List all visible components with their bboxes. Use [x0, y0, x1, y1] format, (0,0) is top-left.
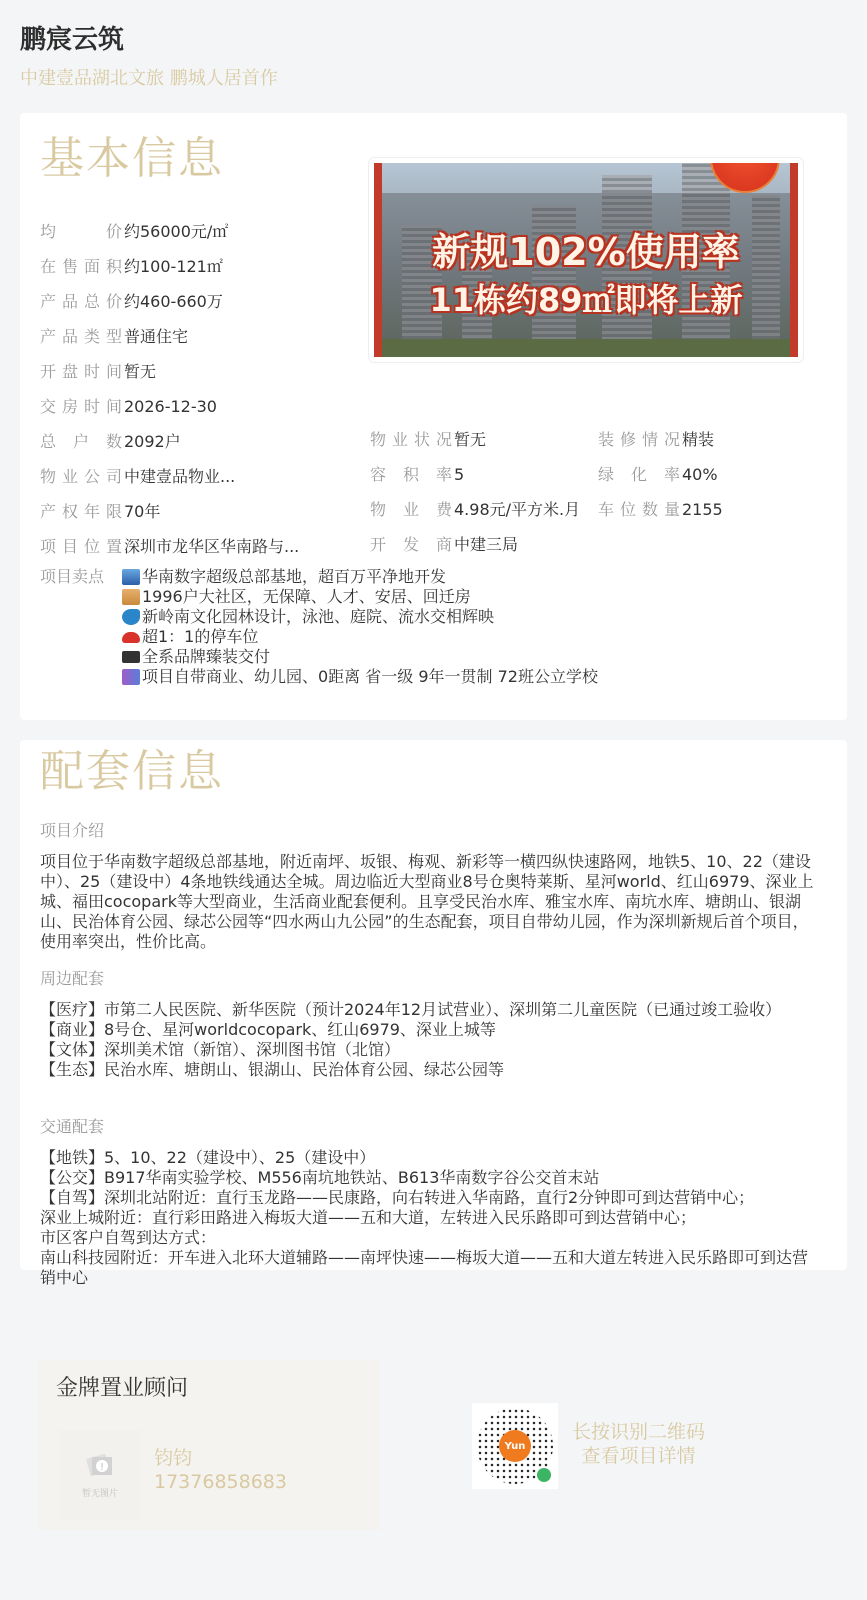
promo-banner[interactable] [368, 157, 804, 363]
laptop-icon [122, 651, 140, 663]
info-label: 绿 化 率 [598, 465, 680, 484]
project-subtitle: 中建壹品湖北文旅 鹏城人居首作 [20, 68, 278, 89]
promo-headline: 新规102%使用率 [432, 230, 740, 274]
promo-image [374, 163, 798, 357]
info-row-decoration [598, 429, 714, 451]
info-value: 精装 [682, 430, 715, 449]
info-label: 开 发 商 [370, 535, 452, 554]
info-value[interactable]: 中建壹品物业... [124, 467, 236, 486]
info-row-product-type [40, 326, 188, 348]
selling-points-label: 项目卖点 [40, 567, 105, 586]
info-value: 中建三局 [454, 535, 519, 554]
intro-heading: 项目介绍 [40, 821, 105, 840]
info-row-green-ratio [598, 464, 718, 486]
svg-text:!: ! [99, 1461, 105, 1473]
info-row-property-company [40, 466, 235, 488]
project-title: 鹏宸云筑 [20, 25, 125, 55]
info-row-location [40, 536, 299, 558]
list-item: 超1：1的停车位 [122, 627, 598, 647]
list-item: 项目自带商业、幼儿园、0距离 省一级 9年一贯制 72班公立学校 [122, 667, 598, 687]
info-label: 开盘时间 [40, 362, 122, 381]
traffic-text: 【地铁】5、10、22（建设中）、25（建设中） 【公交】B917华南实验学校、M556南坑地铁站、B613华南数字谷公交首末站 【自驾】深圳北站附近：直行玉龙路——民康路，向右转进入华南路，直行2分钟即可到达营销中心； 深业上城附近：直行彩田路进入梅坂大道——五和大道，左转进入民乐路即可到达营销中心； 市区客户自驾到达方式： 南山科技园附近：开车进入北环大道辅路——南坪快速——梅坂大道——五和大道左转进入民乐路即可到达营销中心 [40, 1148, 809, 1287]
info-value: 约56000元/㎡ [124, 222, 229, 241]
qr-caption: 长按识别二维码 查看项目详情 [572, 1421, 706, 1467]
cityscape-icon [122, 569, 140, 585]
qr-code[interactable] [472, 1403, 558, 1489]
no-image-icon [84, 1452, 116, 1480]
section-title-basic: 基本信息 [40, 133, 224, 184]
info-label: 均 价 [40, 222, 122, 241]
car-icon [122, 632, 140, 643]
info-row-opening-date [40, 361, 156, 383]
info-value: 4.98元/平方米.月 [454, 500, 581, 519]
selling-points-list [122, 567, 598, 687]
info-row-plot-ratio [370, 464, 464, 486]
brand-logo-icon: Yun [499, 1430, 531, 1462]
info-value: 普通住宅 [124, 327, 189, 346]
list-item: 新岭南文化园林设计，泳池、庭院、流水交相辉映 [122, 607, 598, 627]
promo-subline: 11栋约89㎡即将上新 [429, 281, 743, 319]
surrounding-heading: 周边配套 [40, 969, 105, 988]
info-row-tenure [40, 501, 160, 523]
info-row-property-status [370, 429, 486, 451]
info-label: 总 户 数 [40, 432, 122, 451]
info-value: 40% [682, 465, 718, 484]
info-row-developer [370, 534, 518, 556]
info-value: 约460-660万 [124, 292, 223, 311]
mini-program-icon [537, 1468, 551, 1482]
consultant-name: 钧钧 [154, 1447, 193, 1469]
info-row-area [40, 256, 223, 278]
info-label: 车位数量 [598, 500, 680, 519]
info-value: 2155 [682, 500, 723, 519]
section-title-support: 配套信息 [40, 746, 224, 797]
surrounding-text: 【医疗】市第二人民医院、新华医院（预计2024年12月试营业）、深圳第二儿童医院（已通过竣工验收） 【商业】8号仓、星河worldcocopark、红山6979、深业上城等 【文体】深圳美术馆（新馆）、深圳图书馆（北馆） 【生态】民治水库、塘朗山、银湖山、民治体育公园、绿芯公园等 [40, 1000, 782, 1079]
info-value: 约100-121㎡ [124, 257, 223, 276]
info-row-parking [598, 499, 723, 521]
consultant-phone[interactable]: 17376858683 [154, 1471, 287, 1493]
intro-text: 项目位于华南数字超级总部基地，附近南坪、坂银、梅观、新彩等一横四纵快速路网，地铁5、10、22（建设中）、25（建设中）4条地铁线通达全城。周边临近大型商业8号仓奥特莱斯、星河world、红山6979、深业上城、福田cocopark等大型商业，生活商业配套便利。且享受民治水库、雅宝水库、南坑水库、塘朗山、银湖山、民治体育公园、绿芯公园等“四水两山九公园”的生态配套，项目自带幼儿园，作为深圳新规后首个项目，使用率突出，性价比高。 [40, 852, 814, 951]
avatar [60, 1430, 140, 1520]
support-info-card [20, 740, 847, 1287]
info-value: 5 [454, 465, 465, 484]
info-label: 项目位置 [40, 537, 122, 556]
basic-info-card [20, 113, 847, 720]
info-label: 产权年限 [40, 502, 122, 521]
list-item: 1996户大社区，无保障、人才、安居、回迁房 [122, 587, 598, 607]
info-label: 产品总价 [40, 292, 122, 311]
info-label: 交房时间 [40, 397, 122, 416]
info-value: 2092户 [124, 432, 181, 451]
qr-pattern [477, 1408, 553, 1484]
selling-points [40, 567, 598, 687]
info-row-total-price [40, 291, 223, 313]
consultant-title: 金牌置业顾问 [56, 1376, 189, 1401]
info-label: 物业状况 [370, 430, 452, 449]
page-header [20, 22, 278, 92]
info-value: 暂无 [454, 430, 487, 449]
list-item: 华南数字超级总部基地，超百万平净地开发 [122, 567, 598, 587]
wave-icon [122, 609, 140, 625]
info-value: 暂无 [124, 362, 157, 381]
info-value: 2026-12-30 [124, 397, 217, 416]
info-label: 物 业 费 [370, 500, 452, 519]
info-label: 产品类型 [40, 327, 122, 346]
info-label: 在售面积 [40, 257, 122, 276]
info-row-property-fee [370, 499, 580, 521]
info-label: 物业公司 [40, 467, 122, 486]
avatar-caption: 暂无图片 [81, 1488, 118, 1499]
info-label: 装修情况 [598, 430, 680, 449]
info-row-delivery-date [40, 396, 217, 418]
house-garden-icon [122, 589, 140, 605]
info-row-households [40, 431, 181, 453]
traffic-heading: 交通配套 [40, 1117, 105, 1136]
info-row-avg-price [40, 221, 228, 243]
info-value: 70年 [124, 502, 161, 521]
list-item: 全系品牌臻装交付 [122, 647, 598, 667]
info-label: 容 积 率 [370, 465, 452, 484]
shopping-bags-icon [122, 669, 140, 685]
consultant-card [38, 1360, 380, 1530]
info-value[interactable]: 深圳市龙华区华南路与... [124, 537, 300, 556]
